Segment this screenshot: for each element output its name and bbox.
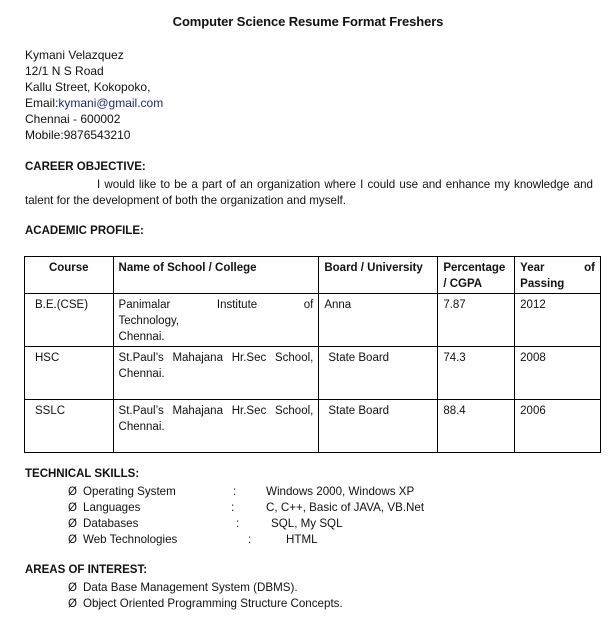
skill-label: Languages <box>83 501 141 514</box>
document-title: Computer Science Resume Format Freshers <box>172 14 444 29</box>
header-school: Name of School / College <box>113 257 319 294</box>
skill-label: Web Technologies <box>83 533 178 546</box>
technical-skills-heading: TECHNICAL SKILLS: <box>25 468 140 480</box>
table-header-row <box>25 257 601 294</box>
bullet-icon: Ø <box>68 517 78 530</box>
career-objective-heading: CAREER OBJECTIVE: <box>25 161 146 173</box>
cell-course: SSLC <box>25 400 114 453</box>
header-course: Course <box>25 257 114 294</box>
header-percentage: Percentage / CGPA <box>438 257 515 294</box>
bullet-icon: Ø <box>68 597 78 610</box>
school-line: Chennai. <box>118 421 165 433</box>
school-line: Panimalar Institute of <box>118 299 314 311</box>
bullet-icon: Ø <box>68 485 78 498</box>
table-row <box>25 400 601 453</box>
skill-separator: : <box>231 501 235 514</box>
email-label: Email: <box>25 96 59 110</box>
school-line: Chennai. <box>118 331 165 343</box>
interest-item <box>68 580 343 596</box>
school-line: Technology, <box>118 315 180 327</box>
cell-score: 7.87 <box>438 294 515 347</box>
contact-name: Kymani Velazquez <box>25 48 124 62</box>
skill-value: SQL, My SQL <box>271 517 343 530</box>
skill-value: HTML <box>286 533 318 546</box>
school-line: St.Paul’s Mahajana Hr.Sec School, <box>118 405 314 417</box>
skill-item <box>68 500 425 516</box>
cell-course: B.E.(CSE) <box>25 294 114 347</box>
email-line <box>25 95 163 111</box>
contact-block <box>25 47 163 143</box>
school-line: St.Paul’s Mahajana Hr.Sec School, <box>118 352 314 364</box>
skill-separator: : <box>248 533 252 546</box>
cell-school <box>113 294 319 347</box>
skill-item <box>68 516 343 532</box>
cell-year: 2008 <box>515 347 601 400</box>
mobile-line <box>25 127 163 143</box>
interest-text: Data Base Management System (DBMS). <box>83 581 298 594</box>
header-board: Board / University <box>319 257 438 294</box>
school-line: Chennai. <box>118 368 165 380</box>
cell-score: 88.4 <box>438 400 515 453</box>
bullet-icon: Ø <box>68 581 78 594</box>
address-line-2: Kallu Street, Kokopoko, <box>25 80 151 94</box>
header-year-text: Year of Passing <box>520 262 595 290</box>
email-link[interactable]: kymani@gmail.com <box>58 96 164 110</box>
bullet-icon: Ø <box>68 501 78 514</box>
cell-score: 74.3 <box>438 347 515 400</box>
skill-value: C, C++, Basic of JAVA, VB.Net <box>266 501 425 514</box>
header-year <box>515 257 601 294</box>
objective-body: I would like to be a part of an organization where I could use and enhance my knowledge and talent for the development of both the organization and myself. <box>25 178 593 207</box>
cell-year: 2012 <box>515 294 601 347</box>
cell-school <box>113 400 319 453</box>
skill-label: Databases <box>83 517 139 530</box>
cell-course: HSC <box>25 347 114 400</box>
mobile-label: Mobile: <box>25 128 64 142</box>
cell-year: 2006 <box>515 400 601 453</box>
cell-board: State Board <box>319 347 438 400</box>
cell-board: State Board <box>319 400 438 453</box>
address-line-1: 12/1 N S Road <box>25 64 104 78</box>
academic-profile-heading: ACADEMIC PROFILE: <box>25 225 144 237</box>
career-objective-text <box>25 177 593 209</box>
academic-table <box>24 256 601 453</box>
skill-separator: : <box>236 517 240 530</box>
technical-skills-list <box>68 484 425 548</box>
skill-item <box>68 484 415 500</box>
areas-of-interest-heading: AREAS OF INTEREST: <box>25 564 148 576</box>
skill-label: Operating System <box>83 485 176 498</box>
interest-item <box>68 596 343 612</box>
table-row <box>25 294 601 347</box>
areas-of-interest-list <box>68 580 343 612</box>
table-row <box>25 347 601 400</box>
skill-separator: : <box>233 485 237 498</box>
interest-text: Object Oriented Programming Structure Concepts. <box>83 597 343 610</box>
cell-school <box>113 347 319 400</box>
skill-item <box>68 532 318 548</box>
mobile-number: 9876543210 <box>63 128 131 142</box>
cell-board: Anna <box>319 294 438 347</box>
bullet-icon: Ø <box>68 533 78 546</box>
skill-value: Windows 2000, Windows XP <box>266 485 415 498</box>
city-line: Chennai - 600002 <box>25 112 121 126</box>
